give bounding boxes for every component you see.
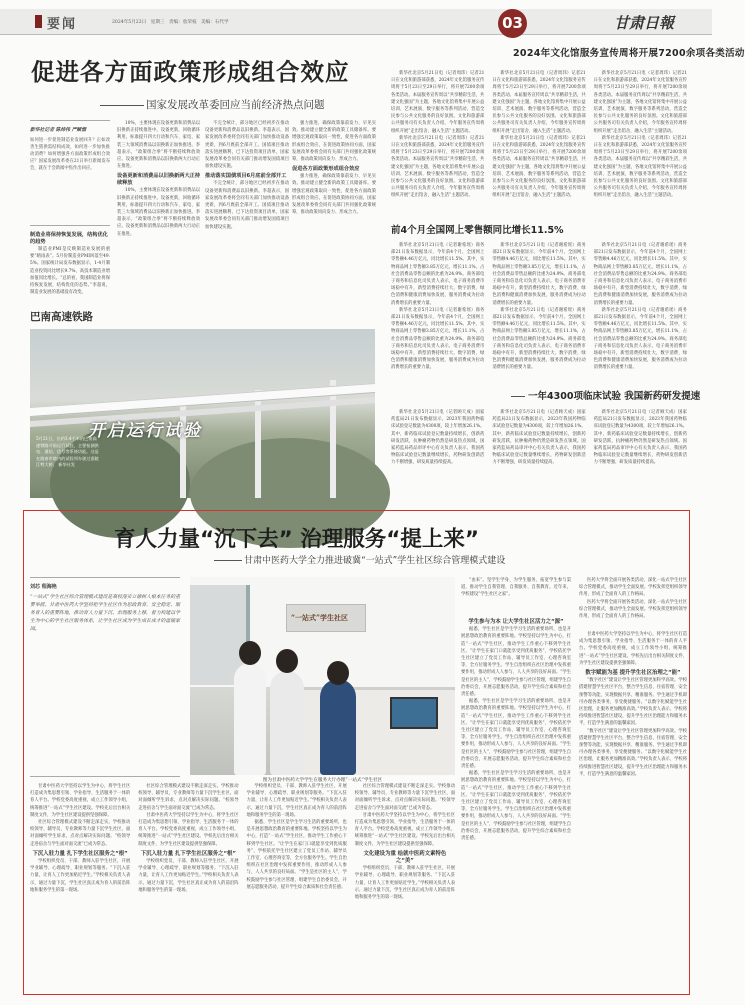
feature-paragraph: “数字社区”建设让学生社区管理更加科学高效。学校搭建智慧学生社区平台，整合学生信息、住宿管理、安全预警等功能，实现数据共享、精准服务。学生通过手机即可办理各类事务，享受便捷服务。“以数字化赋能学生社区治理，让服务更加精准高效。”学校负责人表示，学校将持续推进智慧社区建设，提升学生社区治理能力和服务水平，打造学生满意的温馨家园。 (579, 728, 687, 777)
feature-paragraph: 社区综合管理模式建设不断走深走实。学校推动校领导、辅导员、专业教师等力量下沉学生社区，面对面倾听学生诉求，点对点解决实际问题。“校领导走进宿舍与学生面对面交流”已成为常态。 (354, 784, 455, 811)
section-title: 要闻 (47, 13, 77, 32)
policy-col-1 (30, 232, 110, 304)
photo-student-head (327, 661, 349, 685)
tech-body (391, 409, 687, 501)
service-screen (390, 697, 438, 729)
consumption-paragraph: 新华社北京5月21日电（记者谢希瑶）商务部21日发布数据显示，今年前4个月，全国网上零售额4.46万亿元，同比增长11.5%。其中，实物商品网上零售额3.85万亿元，增长11.1%，占社会消费品零售总额的比重为24.9%。商务部电子商务和信息化司负责人表示，电子商务消费市场稳中有升，新型消费持续壮大，数字消费、绿色消费和健康消费加快发展，服务消费成为拉动消费增长的重要力量。 (391, 243, 485, 306)
feature-paragraph: 甘肃中医药大学坚持以学生为中心，将学生社区打造成为集思想引领、学业指导、生活服务于一体的育人平台。学校党委高度重视，成立工作领导小组，统筹推进“一站式”学生社区建设。学校先后出台相关制度文件，为学生社区建设提供坚强保障。 (354, 812, 455, 847)
page-number-badge: 03 (498, 9, 527, 38)
feature-paragraph: 甘肃中医药大学坚持以学生为中心，将学生社区打造成为集思想引领、学业指导、生活服务于一体的育人平台。学校党委高度重视，成立工作领导小组，统筹推进“一站式”学生社区建设。学校先后出台相关制度文件，为学生社区建设提供坚强保障。 (30, 784, 131, 818)
feature-paragraph: 甘肃中医药大学坚持以学生为中心，将学生社区打造成为集思想引领、学业指导、生活服务于一体的育人平台。学校党委高度重视，成立工作领导小组，统筹推进“一站式”学生社区建设。学校先后出台相关制度文件，为学生社区建设提供坚强保障。 (579, 632, 687, 666)
caption-text: 5月21日，长约3.4千米的巴南高速铁路开始运行试验，主要检测供电、通信、信号等系统功能。这是在陇南市境内的试验列车驶过嘉陵江特大桥。 (36, 436, 99, 467)
tech-paragraph: 新华社北京5月21日电（记者顾天成）国家药监局21日发布数据显示，2023年我国药物临床试验登记数量为4300项，较上年增加26.1%。其中，新药临床试验登记数量持续增长，创新药研发活跃，抗肿瘤药物仍然是研发热点领域。国家药监局药品审评中心有关负责人表示，我国药物临床试验登记数量继续增长，药物研发创新活力不断增强，研发质量持续提高。 (492, 410, 586, 466)
feature-section-sub: 下沉入驻力量 扎下学生社区服务之“根” (32, 850, 128, 857)
feature-paragraph: 学校组织党员、干部、教师入驻学生社区，开展学业辅导、心理疏导、职业规划等服务。“下沉入驻力量，让育人工作更加贴近学生。”学校相关负责人表示，通过力量下沉，学生社区真正成为育人的前沿阵地和服务学生的第一现场。 (30, 859, 131, 893)
issue-date: 2024年5月22日 (112, 20, 147, 25)
photo-student-head (239, 641, 261, 665)
photo-student (234, 663, 266, 775)
feature-paragraph: “数字社区”建设让学生社区管理更加科学高效。学校搭建智慧学生社区平台，整合学生信息、住宿管理、安全预警等功能，实现数据共享、精准服务。学生通过手机即可办理各类事务，享受便捷服务。“以数字化赋能学生社区治理，让服务更加精准高效。”学校负责人表示，学校将持续推进智慧社区建设，提升学生社区治理能力和服务水平，打造学生满意的温馨家园。 (579, 678, 687, 727)
policy-subhead-1: 制造业将保持恢复发展，结构优化的趋势 (30, 232, 108, 245)
photo-student-head (276, 649, 298, 673)
policy-paragraph: 强力推进，确保政策靠前发力、早见实效。推动建立健全新的政策工具储备库。要增强宏观政策取向一致性，促进各方面政策形成组合效应。在促进政策协同方面，国家发展改革委将会同有关部门共同强化政策统筹，推动政策同向发力、形成合力。 (292, 174, 376, 216)
feature-col-d (579, 631, 687, 989)
feature-paragraph: 社区综合管理模式建设不断走深走实。学校推动校领导、辅导员、专业教师等力量下沉学生社区，面对面倾听学生诉求，点对点解决实际问题。“校领导走进宿舍与学生面对面交流”已成为常态。 (138, 784, 239, 811)
feature-paragraph: 甘肃中医药大学坚持以学生为中心，将学生社区打造成为集思想引领、学业指导、生活服务于一体的育人平台。学校党委高度重视，成立工作领导小组，统筹推进“一站式”学生社区建设。学校先后出台相关制度文件，为学生社区建设提供坚强保障。 (138, 812, 239, 847)
tech-paragraph: 新华社北京5月21日电（记者顾天成）国家药监局21日发布数据显示，2023年我国药物临床试验登记数量为4300项，较上年增加26.1%。其中，新药临床试验登记数量持续增长，创新药研发活跃，抗肿瘤药物仍然是研发热点领域。国家药监局药品审评中心有关负责人表示，我国药物临床试验登记数量继续增长，药物研发创新活力不断增强，研发质量持续提高。 (593, 410, 687, 466)
tech-paragraph: 新华社北京5月21日电（记者顾天成）国家药监局21日发布数据显示，2023年我国药物临床试验登记数量为4300项，较上年增加26.1%。其中，新药临床试验登记数量持续增长，创新药研发活跃，抗肿瘤药物仍然是研发热点领域。国家药监局药品审评中心有关负责人表示，我国药物临床试验登记数量继续增长，药物研发创新活力不断增强，研发质量持续提高。 (391, 410, 485, 466)
subtitle-policy: 国家发展改革委回应当前经济热点问题 (100, 97, 325, 112)
culture-body (391, 70, 687, 218)
feature-paragraph: 学校组织党员、干部、教师入驻学生社区，开展学业辅导、心理疏导、职业规划等服务。“下沉入驻力量，让育人工作更加贴近学生。”学校相关负责人表示，通过力量下沉，学生社区真正成为育人的前沿阵地和服务学生的第一现场。 (246, 784, 347, 818)
bridge-pier (330, 380, 336, 498)
photo-student (320, 679, 356, 775)
culture-paragraph: 新华社北京5月21日电（记者周玮）记者21日在文化和旅游部获悉，2024年文化馆服务宣传周将于5月23日至29日举行，将开展7200余项各类活动。本届服务宣传周以“共享精彩生活，共建文化强国”为主题，各地文化馆将集中开展公益培训、艺术展演、数字服务等系列活动，营造全民参与公共文化服务的良好氛围。文化和旅游部公共服务司有关负责人介绍，今年服务宣传周将组织开展“走出馆舍，融入生活”主题活动。 (492, 135, 586, 199)
photo-student (270, 671, 304, 775)
feature-col-a (461, 577, 571, 617)
headline-tech: 一年4300项临床试验 我国新药研发提速 (511, 388, 700, 402)
policy-lead: 如何进一步促进制造业发展回升？正如改善生猪供需结构成效，如何进一步加快推动消费？如何增强各方面政策形成组合效应？国家发展改革委在21日举行新闻发布会，就在于会新闻中焦作出回应。 (30, 138, 110, 171)
policy-subhead-4: 促进各方面政策形成组合效应 (292, 166, 360, 173)
headline-consumption: 前4个月全国网上零售额同比增长11.5% (391, 225, 564, 236)
issue-weekday: 星期三 (150, 20, 165, 25)
reporter-box (30, 120, 110, 226)
service-hall-photo (190, 577, 455, 775)
policy-paragraph: 10%，主要体现在设备更新和消费品以旧换新正持续推进中。设备更新，回收循环利用，标准提升四大行动和汽车、家电、家装三大领域消费品以旧换新正加快推进。李超表示，“政策组合拳”将不断持续释放效应。设备更新和消费品以旧换新两大行动正在推进。 (117, 188, 200, 237)
policy-subhead-2: 设备更新和消费品以旧换新两大正持续释放 (117, 173, 201, 187)
feature-paragraph: 据悉，学生社区是学生学习生活的重要场所，也是开展思想政治教育的重要阵地。学校坚持以学生为中心，打造“一站式”学生社区，推动学生工作重心下移到学生社区。“让学生在家门口就能享受到优质服务”，学校依托学生社区建立了党员工作站、辅导员工作室、心理咨询室等，全方位服务学生。学生自治组织在社区治理中发挥重要作用，推动形成人人参与、人人共享的良好局面。“学生是社区的主人”，学校鼓励学生参与社区管理，组建学生自治委员会，开展志愿服务活动，提升学生综合素质和社会责任感。 (246, 820, 347, 890)
policy-paragraph: 制造业PMI是反映制造业发展的重要“晴雨表”。5月份制造业PMI回落至49.5%。国家统计局发布数据显示，1-4月制造业投资同比增长9.7%，高技术制造业增加值同比增长。“总的看，我国制造业将保持恢复发展，结构优化的态势。”李超说，制造业发展的基础没有改变。 (30, 247, 110, 296)
bridge-caption (36, 436, 100, 469)
policy-subhead-3: 推动落实国债项目6月底前全部开工 (205, 173, 287, 180)
feature-paragraph: 学校组织党员、干部、教师入驻学生社区，开展学业辅导、心理疏导、职业规划等服务。“下沉入驻力量，让育人工作更加贴近学生。”学校相关负责人表示，通过力量下沉，学生社区真正成为育人的前沿阵地和服务学生的第一现场。 (138, 859, 239, 893)
reporter-byline: 新华社记者 陈炜伟 严赋憬 (30, 127, 87, 133)
feature-col-b (579, 577, 687, 629)
feature-paragraph: 据悉，学生社区是学生学习生活的重要场所，也是开展思想政治教育的重要阵地。学校坚持以学生为中心，打造“一站式”学生社区，推动学生工作重心下移到学生社区。“让学生在家门口就能享受到优质服务”，学校依托学生社区建立了党员工作站、辅导员工作室、心理咨询室等，全方位服务学生。学生自治组织在社区治理中发挥重要作用，推动形成人人参与、人人共享的良好局面。“学生是社区的主人”，学校鼓励学生参与社区管理，组建学生自治委员会，开展志愿服务活动，提升学生综合素质和社会责任感。 (461, 771, 571, 842)
feature-section-4: 文化建设为重 绘就中医药文素特色之“美” (363, 850, 447, 865)
newspaper-logo: 甘肃日報 (614, 14, 675, 32)
culture-paragraph: 新华社北京5月21日电（记者周玮）记者21日在文化和旅游部获悉，2024年文化馆服务宣传周将于5月23日至29日举行，将开展7200余项各类活动。本届服务宣传周以“共享精彩生活，共建文化强国”为主题，各地文化馆将集中开展公益培训、艺术展演、数字服务等系列活动，营造全民参与公共文化服务的良好氛围。文化和旅游部公共服务司有关负责人介绍，今年服务宣传周将组织开展“走出馆舍，融入生活”主题活动。 (391, 135, 485, 199)
bridge-photo (30, 329, 375, 498)
railway-headline: 巴南高速铁路 (30, 311, 93, 323)
headline-culture: 2024年文化馆服务宣传周将开展7200余项各类活动 (513, 48, 745, 59)
policy-col-3 (205, 120, 289, 306)
caption-credit: 新华社发 (58, 462, 76, 467)
issue-editor: 责编：詹荣枝 (168, 20, 197, 25)
masthead-bar (0, 9, 712, 35)
policy-paragraph: 不完全统计，部分地区已经初步在推动设备更新和消费品以旧换新。李超表示，国家发展改革委将会同有关部门加快推动设备更新，到6月底前全部开工。国债项目推动落实进展顺利，已下达投资项目清单，国家发展改革委会同有关部门推动增发国债项目加快建设实施。 (205, 181, 289, 230)
feature-section-2: 数字赋能为基 提升学生社区治理之“能” (585, 670, 681, 677)
consumption-paragraph: 新华社北京5月21日电（记者谢希瑶）商务部21日发布数据显示，今年前4个月，全国网上零售额4.46万亿元，同比增长11.5%。其中，实物商品网上零售额3.85万亿元，增长11.1%，占社会消费品零售总额的比重为24.9%。商务部电子商务和信息化司负责人表示，电子商务消费市场稳中有升，新型消费持续壮大，数字消费、绿色消费和健康消费加快发展，服务消费成为拉动消费增长的重要力量。 (492, 307, 586, 371)
feature-paragraph: 医药大学将全面开展各类活动，深化一站式学生社区综合管理模式，推动学生全面发展。学校发挥党组织领导作用，形成了全面育人的工作格局。 (579, 599, 687, 620)
policy-paragraph: 不完全统计，部分地区已经初步在推动设备更新和消费品以旧换新。李超表示，国家发展改革委将会同有关部门加快推动设备更新，到6月底前全部开工。国债项目推动落实进展顺利，已下达投资项目清单，国家发展改革委会同有关部门推动增发国债项目加快建设实施。 (205, 121, 289, 170)
consumption-paragraph: 新华社北京5月21日电（记者谢希瑶）商务部21日发布数据显示，今年前4个月，全国网上零售额4.46万亿元，同比增长11.5%。其中，实物商品网上零售额3.85万亿元，增长11.1%，占社会消费品零售总额的比重为24.9%。商务部电子商务和信息化司负责人表示，电子商务消费市场稳中有升，新型消费持续壮大，数字消费、绿色消费和健康消费加快发展，服务消费成为拉动消费增长的重要力量。 (391, 307, 485, 371)
culture-paragraph: 新华社北京5月21日电（记者周玮）记者21日在文化和旅游部获悉，2024年文化馆服务宣传周将于5月23日至29日举行，将开展7200余项各类活动。本届服务宣传周以“共享精彩生活，共建文化强国”为主题，各地文化馆将集中开展公益培训、艺术展演、数字服务等系列活动，营造全民参与公共文化服务的良好氛围。文化和旅游部公共服务司有关负责人介绍，今年服务宣传周将组织开展“走出馆舍，融入生活”主题活动。 (593, 135, 687, 199)
feature-lead-box (30, 577, 180, 777)
calligraphy-title: 开启运行试验 (88, 421, 202, 441)
issue-info (112, 19, 229, 25)
feature-paragraph: 据悉，学生社区是学生学习生活的重要场所，也是开展思想政治教育的重要阵地。学校坚持以学生为中心，打造“一站式”学生社区，推动学生工作重心下移到学生社区。“让学生在家门口就能享受到优质服务”，学校依托学生社区建立了党员工作站、辅导员工作室、心理咨询室等，全方位服务学生。学生自治组织在社区治理中发挥重要作用，推动形成人人参与、人人共享的良好局面。“学生是社区的主人”，学校鼓励学生参与社区管理，组建学生自治委员会，开展志愿服务活动，提升学生综合素质和社会责任感。 (461, 627, 571, 698)
feature-col-c (461, 619, 571, 989)
feature-paragraph: 学校组织党员、干部、教师入驻学生社区，开展学业辅导、心理疏导、职业规划等服务。“下沉入驻力量，让育人工作更加贴近学生。”学校相关负责人表示，通过力量下沉，学生社区真正成为育人的前沿阵地和服务学生的第一现场。 (354, 866, 455, 901)
feature-headline: 育人力量“沉下去” 治理服务“提上来” (114, 527, 480, 552)
headline-policy: 促进各方面政策形成组合效应 (31, 58, 350, 86)
consumption-paragraph: 新华社北京5月21日电（记者谢希瑶）商务部21日发布数据显示，今年前4个月，全国网上零售额4.46万亿元，同比增长11.5%。其中，实物商品网上零售额3.85万亿元，增长11.1%，占社会消费品零售总额的比重为24.9%。商务部电子商务和信息化司负责人表示，电子商务消费市场稳中有升，新型消费持续壮大，数字消费、绿色消费和健康消费加快发展，服务消费成为拉动消费增长的重要力量。 (593, 307, 687, 371)
feature-byline: 刘芯 程海艳 (30, 584, 57, 590)
culture-paragraph: 新华社北京5月21日电（记者周玮）记者21日在文化和旅游部获悉，2024年文化馆服务宣传周将于5月23日至29日举行，将开展7200余项各类活动。本届服务宣传周以“共享精彩生活，共建文化强国”为主题，各地文化馆将集中开展公益培训、艺术展演、数字服务等系列活动，营造全民参与公共文化服务的良好氛围。文化和旅游部公共服务司有关负责人介绍，今年服务宣传周将组织开展“走出馆舍，融入生活”主题活动。 (391, 71, 485, 134)
consumption-paragraph: 新华社北京5月21日电（记者谢希瑶）商务部21日发布数据显示，今年前4个月，全国网上零售额4.46万亿元，同比增长11.5%。其中，实物商品网上零售额3.85万亿元，增长11.1%，占社会消费品零售总额的比重为24.9%。商务部电子商务和信息化司负责人表示，电子商务消费市场稳中有升，新型消费持续壮大，数字消费、绿色消费和健康消费加快发展，服务消费成为拉动消费增长的重要力量。 (593, 243, 687, 306)
feature-subtitle: 甘肃中医药大学全力推进破冀“一站式”学生社区综合管理模式建设 (214, 553, 505, 566)
culture-paragraph: 新华社北京5月21日电（记者周玮）记者21日在文化和旅游部获悉，2024年文化馆服务宣传周将于5月23日至29日举行，将开展7200余项各类活动。本届服务宣传周以“共享精彩生活，共建文化强国”为主题，各地文化馆将集中开展公益培训、艺术展演、数字服务等系列活动，营造全民参与公共文化服务的良好氛围。文化和旅游部公共服务司有关负责人介绍，今年服务宣传周将组织开展“走出馆舍，融入生活”主题活动。 (492, 71, 586, 134)
culture-paragraph: 新华社北京5月21日电（记者周玮）记者21日在文化和旅游部获悉，2024年文化馆服务宣传周将于5月23日至29日举行，将开展7200余项各类活动。本届服务宣传周以“共享精彩生活，共建文化强国”为主题，各地文化馆将集中开展公益培训、艺术展演、数字服务等系列活动，营造全民参与公共文化服务的良好氛围。文化和旅游部公共服务司有关负责人介绍，今年服务宣传周将组织开展“走出馆舍，融入生活”主题活动。 (593, 71, 687, 134)
feature-section-3: 下沉入驻力量 扎下学生社区服务之“根” (140, 850, 236, 857)
feature-section-1: 学生参与为本 让大学生社区活力之“源” (468, 619, 564, 625)
consumption-paragraph: 新华社北京5月21日电（记者谢希瑶）商务部21日发布数据显示，今年前4个月，全国网上零售额4.46万亿元，同比增长11.5%。其中，实物商品网上零售额3.85万亿元，增长11.1%，占社会消费品零售总额的比重为24.9%。商务部电子商务和信息化司负责人表示，电子商务消费市场稳中有升，新型消费持续壮大，数字消费、绿色消费和健康消费加快发展，服务消费成为拉动消费增长的重要力量。 (492, 243, 586, 306)
issue-designer: 美编：石代学 (201, 20, 229, 25)
feature-paragraph: 医药大学将全面开展各类活动，深化一站式学生社区综合管理模式，推动学生全面发展。学校发挥党组织领导作用，形成了全面育人的工作格局。 (579, 578, 687, 598)
photo-sign-text: “一站式”学生社区 (291, 613, 349, 622)
feature-photo-caption: 图为甘肃中医药大学学生在服务大厅办理“一站式”学生社区 (262, 778, 383, 783)
policy-paragraph: 10%，主要体现在设备更新和消费品以旧换新正持续推进中。设备更新，回收循环利用，标准提升四大行动和汽车、家电、家装三大领域消费品以旧换新正加快推进。李超表示，“政策组合拳”将不断持续释放效应。设备更新和消费品以旧换新两大行动正在推进。 (117, 121, 200, 170)
feature-paragraph: 据悉，学生社区是学生学习生活的重要场所，也是开展思想政治教育的重要阵地。学校坚持以学生为中心，打造“一站式”学生社区，推动学生工作重心下移到学生社区。“让学生在家门口就能享受到优质服务”，学校依托学生社区建立了党员工作站、辅导员工作室、心理咨询室等，全方位服务学生。学生自治组织在社区治理中发挥重要作用，推动形成人人参与、人人共享的良好局面。“学生是社区的主人”，学校鼓励学生参与社区管理，组建学生自治委员会，开展志愿服务活动，提升学生综合素质和社会责任感。 (461, 699, 571, 770)
feature-paragraph: “由来”。坚学生学身、为学生服务、拓宽学生参与渠道，推动学生自我管理、自我服务、自我教育。近年来，学校建设“学生社区之家”。 (461, 578, 571, 598)
feature-paragraph: 社区综合管理模式建设不断走深走实。学校推动校领导、辅导员、专业教师等力量下沉学生社区，面对面倾听学生诉求，点对点解决实际问题。“校领导走进宿舍与学生面对面交流”已成为常态。 (30, 820, 131, 847)
feature-lead: “一站式”学生社区综合管理模式建设是高校落实立德树人根本任务的重要举措。甘肃中医药大学坚持把学生社区作为思政教育、安全稳定、服务育人的重要阵地，推动育人力量下沉、治理服务上移，着力构建以学生为中心的学生社区服务体系，让学生社区成为学生成长成才的温暖家园。 (30, 595, 180, 632)
policy-col-2 (117, 120, 200, 306)
policy-paragraph: 强力推进，确保政策靠前发力、早见实效。推动建立健全新的政策工具储备库。要增强宏观政策取向一致性，促进各方面政策形成组合效应。在促进政策协同方面，国家发展改革委将会同有关部门共同强化政策统筹，推动政策同向发力、形成合力。 (292, 121, 376, 163)
policy-col-4 (292, 120, 376, 320)
feature-lower-columns (30, 783, 455, 989)
feature-article (23, 510, 690, 995)
page-masthead (0, 0, 712, 40)
consumption-body (391, 242, 687, 382)
